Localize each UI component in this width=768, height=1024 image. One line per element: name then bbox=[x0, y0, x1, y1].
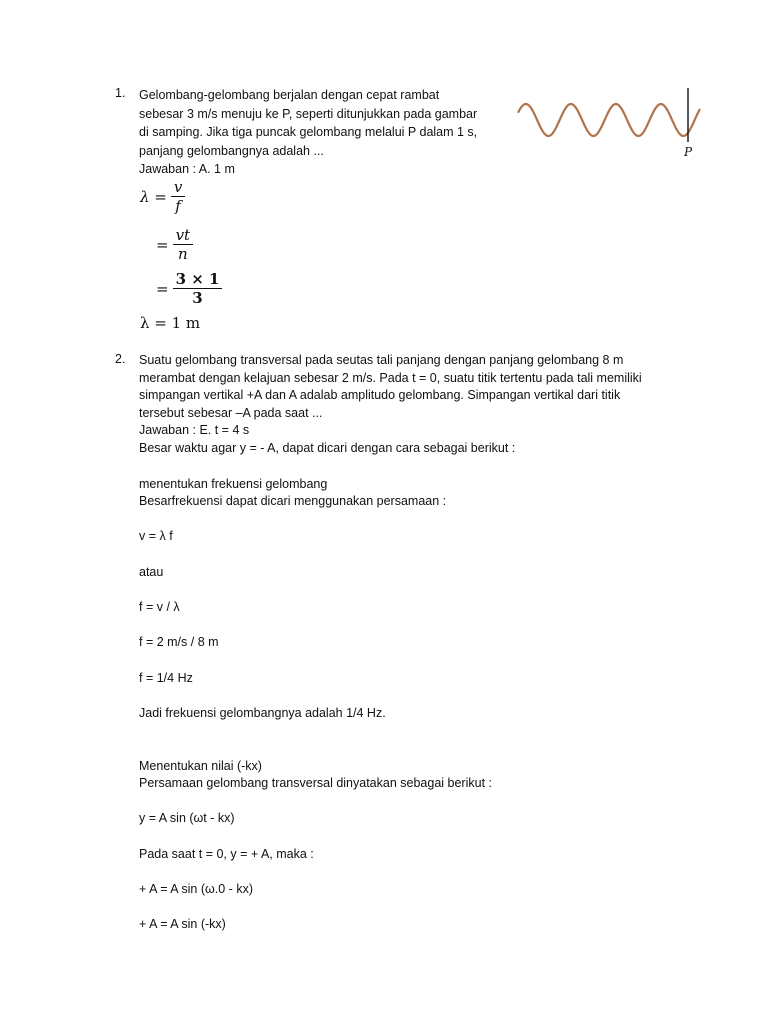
body-line: Pada saat t = 0, y = + A, maka : bbox=[139, 847, 314, 861]
body-line: atau bbox=[139, 565, 164, 579]
formula-lhs: = bbox=[156, 235, 169, 254]
fraction-denominator: n bbox=[178, 245, 188, 263]
formula-lhs: = bbox=[156, 279, 169, 298]
question-2-line: tersebut sebesar –A pada saat ... bbox=[139, 405, 323, 420]
question-2-answer: Jawaban : E. t = 4 s bbox=[139, 423, 250, 437]
wave-figure bbox=[512, 84, 712, 164]
body-line: Jadi frekuensi gelombangnya adalah 1/4 Hz. bbox=[139, 706, 386, 720]
equation-line: f = 1/4 Hz bbox=[139, 671, 193, 685]
equation-line: + A = A sin (-kx) bbox=[139, 917, 226, 931]
question-1-number: 1. bbox=[115, 86, 126, 100]
fraction-numerator: vt bbox=[173, 226, 194, 245]
question-1-line: panjang gelombangnya adalah ... bbox=[139, 143, 324, 158]
question-2-line: merambat dengan kelajuan sebesar 2 m/s. Pada t = 0, suatu titik tertentu pada tali memiliki bbox=[139, 370, 642, 385]
equation-line: f = 2 m/s / 8 m bbox=[139, 635, 219, 649]
formula-result: λ = 1 m bbox=[140, 314, 201, 332]
fraction-numerator: 3 × 1 bbox=[173, 270, 223, 289]
formula-line-3 bbox=[156, 270, 222, 307]
fraction-denominator: 3 bbox=[192, 289, 203, 307]
point-p-label: P bbox=[684, 145, 693, 159]
body-line: Besar waktu agar y = - A, dapat dicari dengan cara sebagai berikut : bbox=[139, 440, 516, 455]
wave-curve bbox=[518, 104, 700, 136]
body-line: Menentukan nilai (-kx) bbox=[139, 759, 262, 773]
equation-line: + A = A sin (ω.0 - kx) bbox=[139, 882, 253, 896]
formula-fraction bbox=[173, 226, 194, 263]
question-1-line: di samping. Jika tiga puncak gelombang melalui P dalam 1 s, bbox=[139, 125, 478, 139]
question-1-text bbox=[139, 86, 509, 179]
question-2-text bbox=[139, 352, 699, 457]
question-2-number: 2. bbox=[115, 352, 126, 366]
body-line: Persamaan gelombang transversal dinyatakan sebagai berikut : bbox=[139, 776, 492, 790]
body-line: Besarfrekuensi dapat dicari menggunakan persamaan : bbox=[139, 494, 447, 508]
formula-lhs: λ = bbox=[140, 187, 167, 206]
equation-line: y = A sin (ωt - kx) bbox=[139, 811, 235, 825]
formula-line-2 bbox=[156, 226, 193, 263]
question-1-answer: Jawaban : A. 1 m bbox=[139, 162, 235, 176]
question-2-line: simpangan vertikal +A dan A adalab amplitudo gelombang. Simpangan vertikal dari titik bbox=[139, 388, 621, 402]
fraction-denominator: f bbox=[175, 197, 181, 215]
question-2-line: Suatu gelombang transversal pada seutas tali panjang dengan panjang gelombang 8 m bbox=[139, 353, 624, 367]
formula-line-4 bbox=[140, 314, 200, 332]
formula-fraction bbox=[173, 270, 223, 307]
body-line: menentukan frekuensi gelombang bbox=[139, 477, 328, 491]
question-1-line: Gelombang-gelombang berjalan dengan cepat rambat bbox=[139, 88, 440, 102]
fraction-numerator: v bbox=[171, 178, 185, 197]
question-1-line: sebesar 3 m/s menuju ke P, seperti ditunjukkan pada gambar bbox=[139, 106, 478, 121]
formula-fraction bbox=[171, 178, 185, 215]
equation-line: f = v / λ bbox=[139, 600, 180, 614]
equation-line: v = λ f bbox=[139, 529, 173, 543]
formula-line-1 bbox=[140, 178, 185, 215]
